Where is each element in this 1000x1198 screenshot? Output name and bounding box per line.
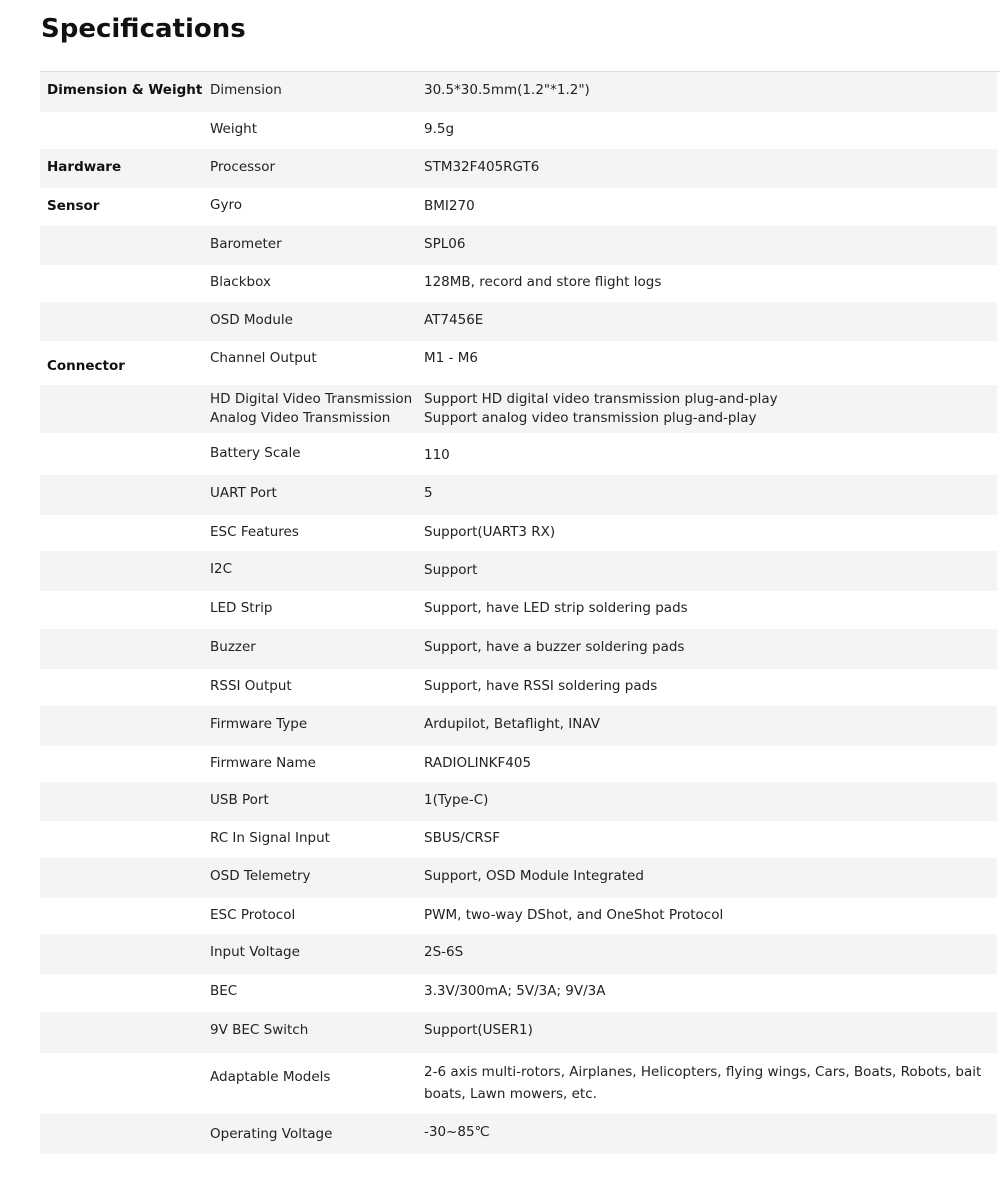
spec-value-cell xyxy=(424,446,964,465)
spec-row-battery-scale xyxy=(40,433,997,475)
spec-param-cell xyxy=(210,158,410,177)
spec-value-cell xyxy=(424,561,964,580)
spec-row-esc-features xyxy=(40,515,997,551)
spec-row-uart-port xyxy=(40,475,997,515)
spec-param-name: RC In Signal Input xyxy=(210,830,330,846)
spec-row-dimension xyxy=(40,72,997,112)
spec-value-cell xyxy=(424,982,964,1001)
spec-row-usb-port xyxy=(40,782,997,821)
spec-value-text: Support, have LED strip soldering pads xyxy=(424,600,688,616)
spec-row-esc-protocol xyxy=(40,898,997,934)
spec-table xyxy=(40,72,997,1154)
spec-param-cell xyxy=(210,906,410,925)
spec-param-name: Analog Video Transmission xyxy=(210,410,391,426)
spec-param-cell xyxy=(210,943,410,962)
spec-param-name: Operating Voltage xyxy=(210,1126,333,1142)
spec-param-cell xyxy=(210,1068,410,1087)
spec-value-text: Support, OSD Module Integrated xyxy=(424,868,644,884)
spec-param-name: Dimension xyxy=(210,82,282,98)
spec-value-cell xyxy=(424,197,964,216)
spec-param-name: Gyro xyxy=(210,197,242,213)
spec-value-text: Support xyxy=(424,562,478,578)
spec-value-text: 3.3V/300mA; 5V/3A; 9V/3A xyxy=(424,983,606,999)
spec-param-name: Battery Scale xyxy=(210,445,301,461)
spec-value-cell xyxy=(424,715,964,734)
spec-value-cell xyxy=(424,829,964,848)
spec-value-cell xyxy=(424,906,964,925)
spec-row-led-strip xyxy=(40,591,997,629)
spec-value-cell xyxy=(424,273,964,292)
spec-row-9v-bec-switch xyxy=(40,1012,997,1053)
spec-param-cell xyxy=(210,1125,410,1144)
spec-param-cell xyxy=(210,982,410,1001)
spec-value-text: M1 - M6 xyxy=(424,350,478,366)
spec-value-text: Support(USER1) xyxy=(424,1022,533,1038)
spec-param-cell xyxy=(210,560,410,579)
spec-row-firmware-type xyxy=(40,706,997,746)
spec-value-text: SPL06 xyxy=(424,236,466,252)
spec-param-name: BEC xyxy=(210,983,238,999)
spec-param-name: HD Digital Video Transmission xyxy=(210,391,413,407)
spec-value-text: PWM, two-way DShot, and OneShot Protocol xyxy=(424,907,724,923)
spec-value-cell xyxy=(424,638,964,657)
spec-value-cell xyxy=(424,791,964,810)
spec-param-name: Buzzer xyxy=(210,639,256,655)
spec-value-cell xyxy=(424,754,964,773)
spec-row-barometer xyxy=(40,226,997,265)
spec-value-text: 128MB, record and store flight logs xyxy=(424,274,662,290)
spec-row-channel-output xyxy=(40,341,997,385)
spec-value-cell xyxy=(424,1123,964,1142)
spec-value-cell xyxy=(424,484,964,503)
spec-value-text: 110 xyxy=(424,447,450,463)
page-title: Specifications xyxy=(41,14,246,44)
spec-row-processor xyxy=(40,149,997,188)
spec-param-cell xyxy=(210,829,410,848)
spec-param-cell xyxy=(210,196,410,215)
spec-value-cell xyxy=(424,1061,982,1105)
spec-param-name: ESC Protocol xyxy=(210,907,296,923)
spec-param-name: USB Port xyxy=(210,792,269,808)
spec-value-text: -30~85℃ xyxy=(424,1124,490,1140)
spec-row-blackbox xyxy=(40,265,997,302)
spec-row-buzzer xyxy=(40,629,997,669)
spec-value-text: AT7456E xyxy=(424,312,484,328)
spec-row-adaptable-models xyxy=(40,1053,997,1114)
spec-value-text: Ardupilot, Betaflight, INAV xyxy=(424,716,600,732)
spec-param-name: Input Voltage xyxy=(210,944,300,960)
spec-row-firmware-name xyxy=(40,746,997,782)
spec-param-cell xyxy=(210,349,410,368)
spec-param-cell xyxy=(210,523,410,542)
spec-param-name: Blackbox xyxy=(210,274,271,290)
spec-value-text: Support, have RSSI soldering pads xyxy=(424,678,658,694)
spec-group-label: Connector xyxy=(47,358,125,374)
spec-param-cell xyxy=(210,390,413,428)
spec-param-name: Processor xyxy=(210,159,276,175)
spec-param-cell xyxy=(210,867,410,886)
spec-param-cell xyxy=(210,791,410,810)
spec-param-name: Barometer xyxy=(210,236,282,252)
spec-param-cell xyxy=(210,81,410,100)
spec-param-name: OSD Telemetry xyxy=(210,868,311,884)
spec-value-text: 1(Type-C) xyxy=(424,792,489,808)
spec-param-name: 9V BEC Switch xyxy=(210,1022,309,1038)
spec-param-name: OSD Module xyxy=(210,312,293,328)
spec-value-cell xyxy=(424,599,964,618)
spec-param-cell xyxy=(210,1021,410,1040)
spec-param-cell xyxy=(210,273,410,292)
spec-value-cell xyxy=(424,1021,964,1040)
spec-value-text: Support analog video transmission plug-and-play xyxy=(424,410,757,426)
spec-value-cell xyxy=(424,677,964,696)
spec-param-cell xyxy=(210,677,410,696)
spec-param-name: Weight xyxy=(210,121,258,137)
spec-value-text: 2-6 axis multi-rotors, Airplanes, Helicopters, flying wings, Cars, Boats, Robots, bait xyxy=(424,1064,982,1080)
spec-param-cell xyxy=(210,715,410,734)
spec-row-gyro xyxy=(40,188,997,226)
spec-value-text: STM32F405RGT6 xyxy=(424,159,540,175)
spec-param-name: RSSI Output xyxy=(210,678,292,694)
spec-row-input-voltage xyxy=(40,934,997,974)
spec-group-label: Dimension & Weight xyxy=(47,82,203,98)
spec-value-text: 2S-6S xyxy=(424,944,464,960)
spec-value-cell xyxy=(424,390,964,428)
spec-group-label: Sensor xyxy=(47,198,100,214)
spec-value-text: RADIOLINKF405 xyxy=(424,755,532,771)
spec-value-text: SBUS/CRSF xyxy=(424,830,500,846)
spec-value-cell xyxy=(424,158,964,177)
spec-value-cell xyxy=(424,311,964,330)
spec-value-text: Support(UART3 RX) xyxy=(424,524,556,540)
spec-value-cell xyxy=(424,235,964,254)
spec-param-name: LED Strip xyxy=(210,600,273,616)
spec-row-i2c xyxy=(40,551,997,591)
spec-param-cell xyxy=(210,599,410,618)
spec-row-weight xyxy=(40,112,997,149)
spec-value-text: 9.5g xyxy=(424,121,455,137)
spec-param-name: Firmware Type xyxy=(210,716,308,732)
spec-param-name: Firmware Name xyxy=(210,755,316,771)
spec-value-text: boats, Lawn mowers, etc. xyxy=(424,1086,597,1102)
spec-value-cell xyxy=(424,867,964,886)
spec-value-text: 30.5*30.5mm(1.2"*1.2") xyxy=(424,82,590,98)
spec-value-text: BMI270 xyxy=(424,198,475,214)
spec-param-name: I2C xyxy=(210,561,232,577)
spec-group-label: Hardware xyxy=(47,159,122,175)
spec-value-cell xyxy=(424,349,964,368)
spec-row-operating-voltage xyxy=(40,1114,997,1154)
spec-row-rssi-output xyxy=(40,669,997,706)
spec-param-name: Channel Output xyxy=(210,350,317,366)
spec-row-osd-telemetry xyxy=(40,858,997,898)
spec-param-cell xyxy=(210,120,410,139)
spec-param-cell xyxy=(210,235,410,254)
spec-param-cell xyxy=(210,754,410,773)
spec-value-cell xyxy=(424,943,964,962)
spec-value-text: Support HD digital video transmission plug-and-play xyxy=(424,391,778,407)
spec-param-cell xyxy=(210,444,410,463)
spec-param-cell xyxy=(210,484,410,503)
spec-row-bec xyxy=(40,974,997,1012)
spec-value-text: Support, have a buzzer soldering pads xyxy=(424,639,685,655)
spec-param-cell xyxy=(210,638,410,657)
spec-param-name: ESC Features xyxy=(210,524,299,540)
spec-row-osd-module xyxy=(40,302,997,341)
spec-param-name: UART Port xyxy=(210,485,277,501)
spec-row-hd-digital-video-transmission xyxy=(40,385,997,433)
spec-value-cell xyxy=(424,81,964,100)
spec-value-cell xyxy=(424,523,964,542)
spec-row-rc-in-signal-input xyxy=(40,821,997,858)
spec-value-text: 5 xyxy=(424,485,433,501)
spec-param-cell xyxy=(210,311,410,330)
spec-value-cell xyxy=(424,120,964,139)
spec-param-name: Adaptable Models xyxy=(210,1069,331,1085)
